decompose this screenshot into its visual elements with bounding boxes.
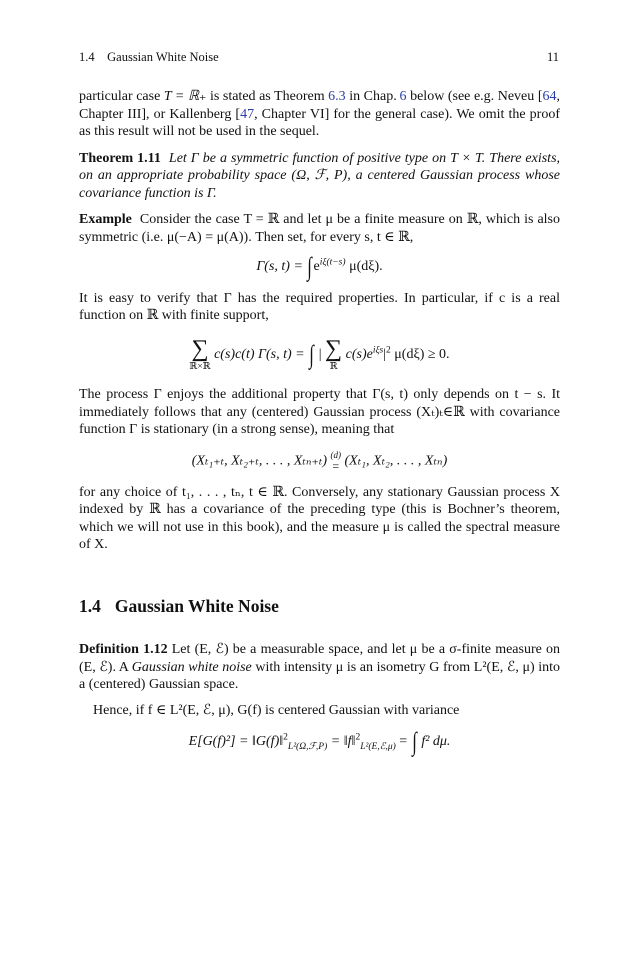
- section-title: Gaussian White Noise: [114, 595, 279, 616]
- equation-stationarity: (Xₜ₁₊ₜ, Xₜ₂₊ₜ, . . . , Xₜₙ₊ₜ) (d) = (Xₜ₁, Xₜ₂, . . . , Xₜₙ): [191, 449, 448, 473]
- definition-label: Definition 1.12: [79, 642, 168, 658]
- running-header: [79, 50, 559, 65]
- equation-positive-sum: ∑ ℝ×ℝ c(s)c(t) Γ(s, t) = ∫ | ∑ ℝ $c(s)e^{i\xi s}|^2$ μ(dξ) ≥ 0.: [189, 335, 450, 372]
- example-label: Example: [79, 212, 132, 227]
- example-text: Consider the case T = ℝ and let μ be a finite measure on ℝ, which is also symmetric (i.e. μ(−A) = μ(A)). Then set, for every s, t ∈ ℝ,: [79, 212, 561, 245]
- defined-term: Gaussian white noise: [131, 659, 252, 675]
- equation-gamma-definition: Γ(s, $t) = \int e^{i\xi(t-s)}$ μ(dξ).: [256, 252, 383, 282]
- paragraph-positive-type: It is easy to verify that Γ has the required properties. In particular, if c is a real function on ℝ with finite support,: [79, 290, 560, 324]
- ref-citation-47[interactable]: 47: [240, 106, 255, 122]
- theorem-text: Let Γ be a symmetric function of positive type on T × T. There exists, on an appropriate probability space (Ω, ℱ, P), a centered Gaussian process whose covariance function is Γ.: [79, 150, 561, 201]
- paragraph-variance: Hence, if f ∈ L²(E, ℰ, μ), G(f) is centered Gaussian with variance: [93, 702, 460, 718]
- section-number: 1.4: [79, 595, 101, 616]
- equation-isometry: E[G(f)²] = ‖G(f)‖$^2_{L^2(\Omega,ℱ,P)}$ = ‖f‖$^2_{L^2(E,ℰ,\mu)}$ = ∫ f² dμ.: [188, 727, 451, 757]
- ref-theorem-6-3[interactable]: 6.3: [328, 89, 346, 104]
- theorem-label: Theorem 1.11: [79, 150, 161, 166]
- definition-1-12: Definition 1.12 Let (E, ℰ) be a measurable space, and let μ be a σ-finite measure on (E, ℰ). A Gaussian white noise with intensity μ is an isometry G from L²(E, ℰ, μ) into a (centered) Gaussian space.: [79, 642, 561, 693]
- ref-chapter-6[interactable]: 6: [399, 89, 407, 104]
- section-heading: [79, 595, 560, 616]
- paragraph-bochner: for any choice of t₁, . . . , tₙ, t ∈ ℝ. Conversely, any stationary Gaussian process X indexed by ℝ has a covariance of the preceding type (this is Bochner’s theorem, which we will not use in this book), and the measure μ is called the spectral measure of X.: [79, 484, 560, 553]
- page-body: [79, 88, 561, 757]
- page-number: 11: [546, 50, 559, 64]
- header-section-title: 1.4 Gaussian White Noise: [79, 50, 219, 64]
- paragraph-intro: particular case T = ℝ₊ is stated as Theorem 6.3 in Chap. 6 below (see e.g. Neveu [64, Chapter III], or Kallenberg [47, Chapter VI] for the general case). We omit the proof as this result will not be used in the sequel.: [79, 89, 560, 139]
- ref-citation-64[interactable]: 64: [542, 89, 557, 104]
- example-paragraph: [79, 211, 560, 246]
- paragraph-stationary: The process Γ enjoys the additional property that Γ(s, t) only depends on t − s. It immediately follows that any (centered) Gaussian process (Xₜ)ₜ∈ℝ with covariance function Γ is stationary (in a strong sense), meaning that: [79, 387, 560, 438]
- theorem-1-11: [79, 150, 560, 203]
